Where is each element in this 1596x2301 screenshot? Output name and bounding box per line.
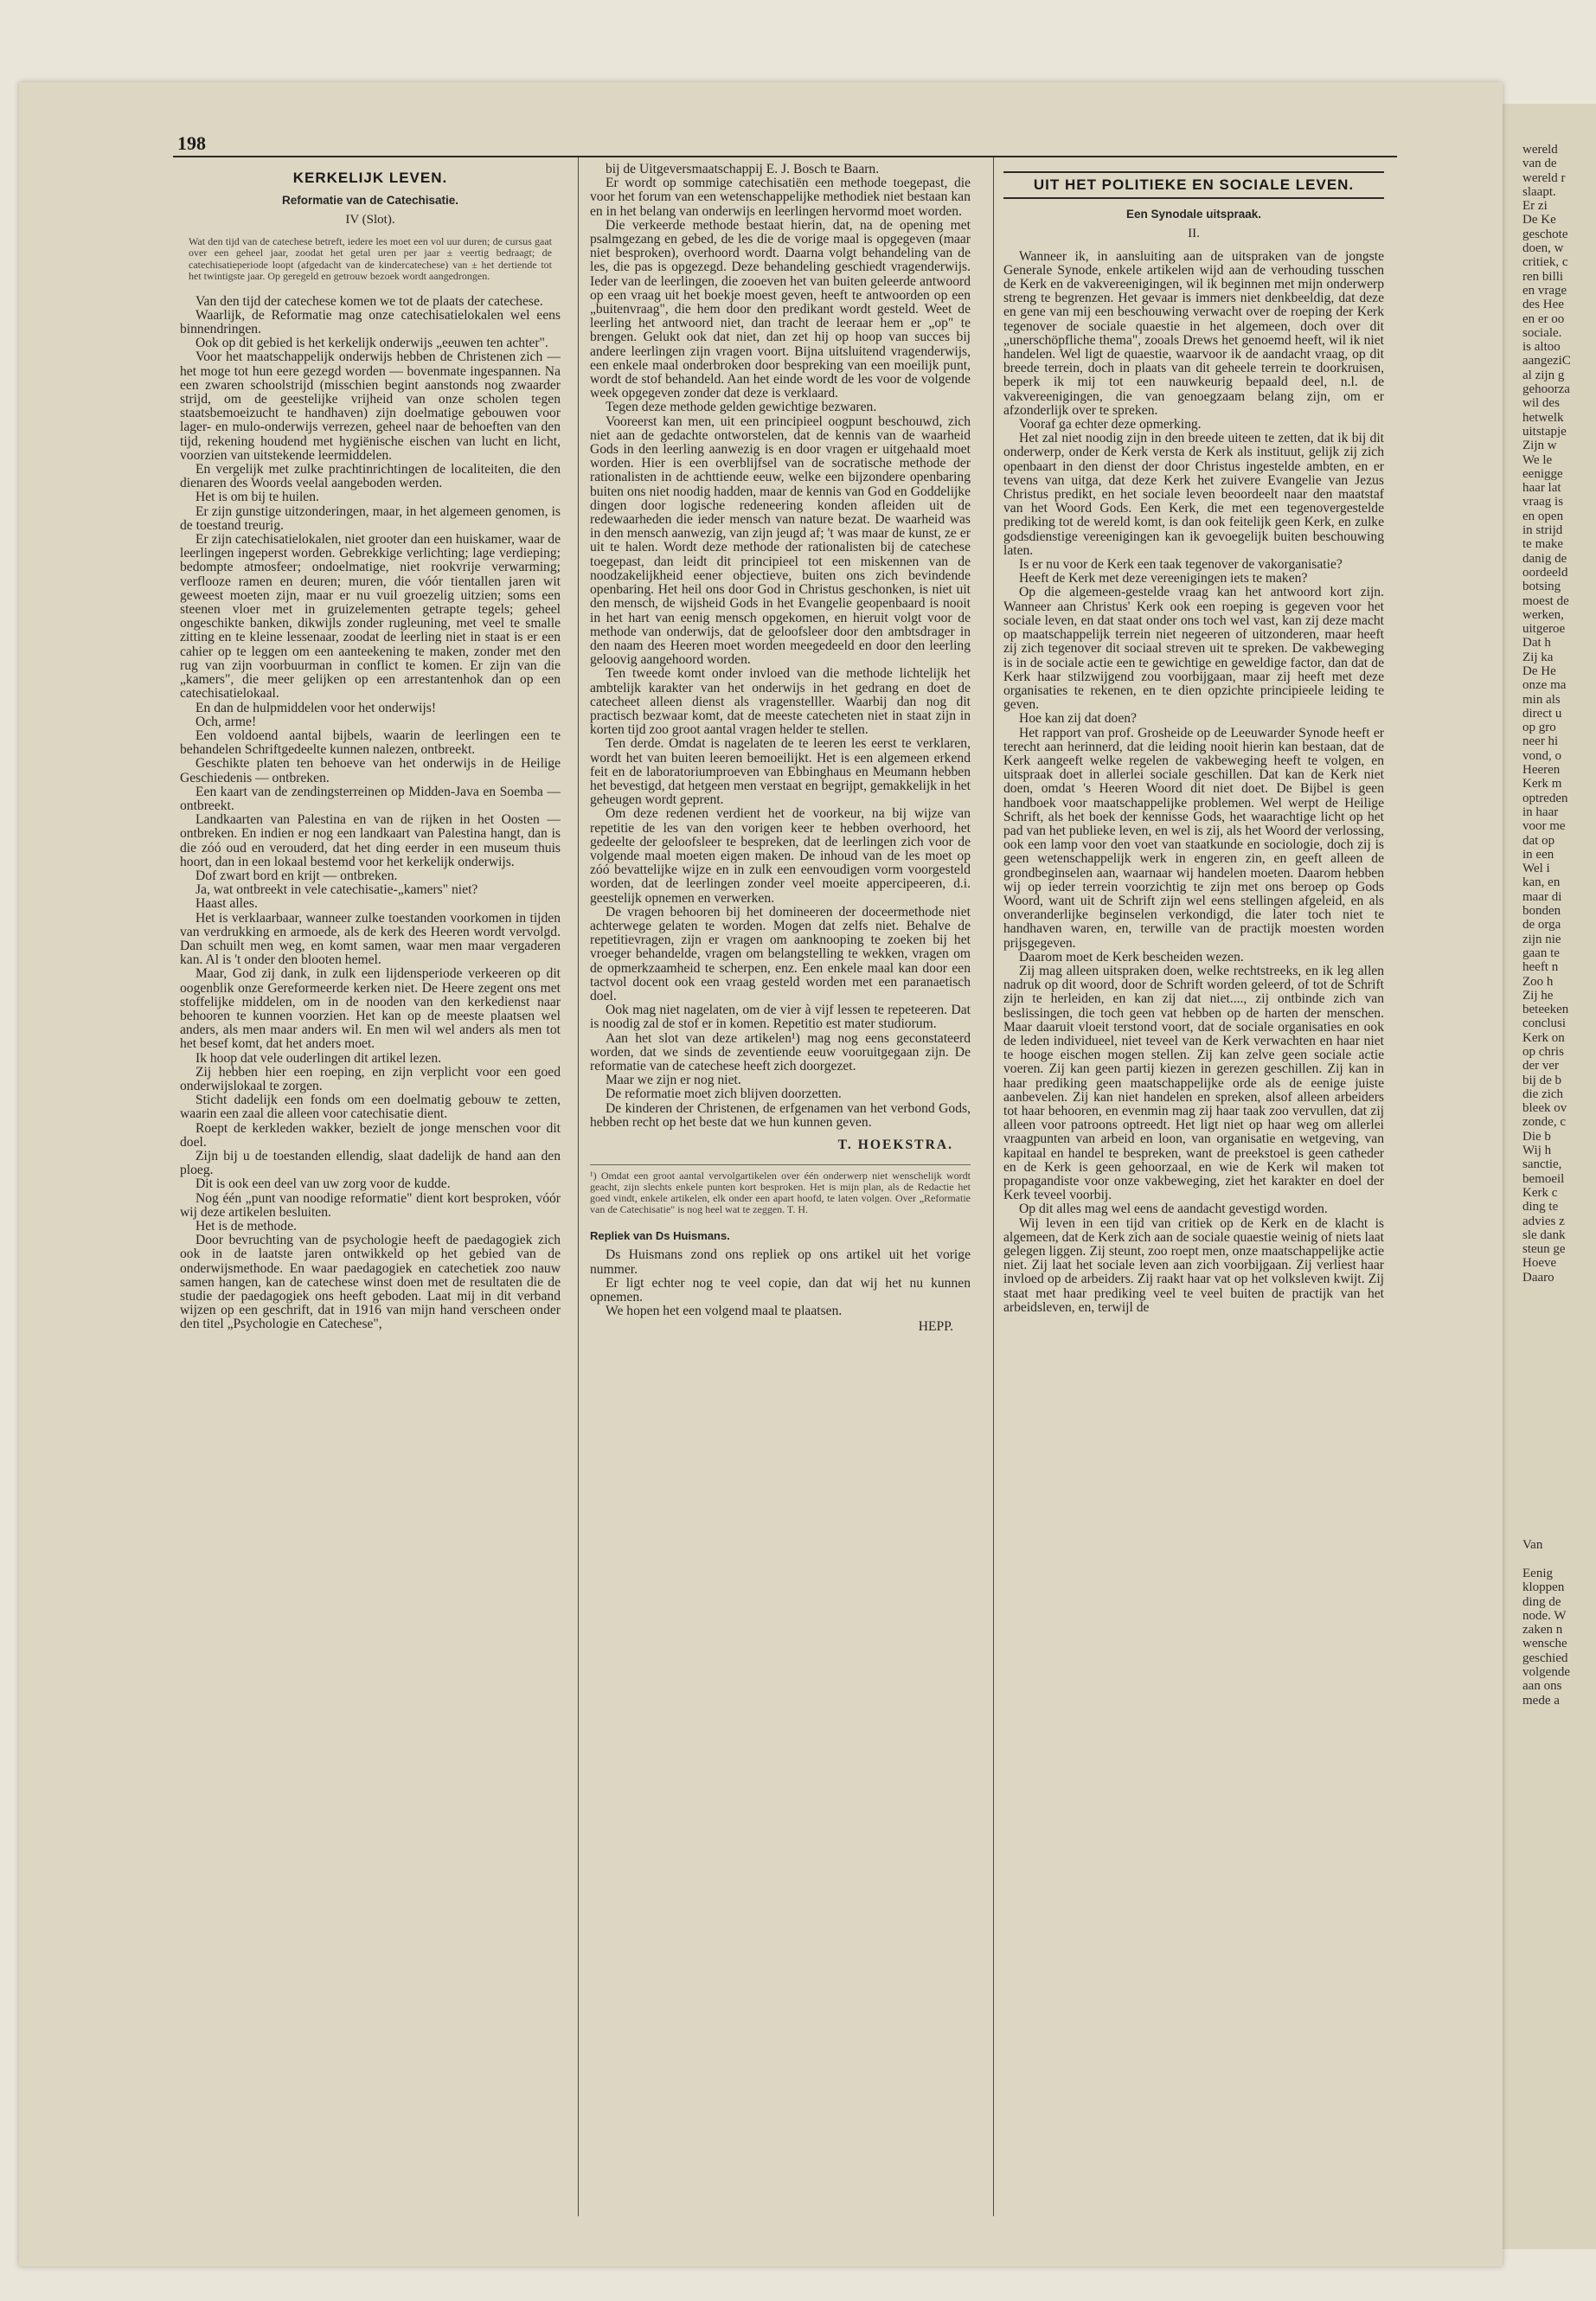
- paragraph: Van den tijd der catechese komen we tot de plaats der catechese.: [195, 293, 543, 309]
- paragraph: Vooreerst kan men, uit een principieel oogpunt beschouwd, zich niet aan de gedachte ontworstelen, dat de kennis van de waarheid Gods in den leerling aanwezig is en door vragen er uitgehaald moet worden. Hier is een overblijfsel van de socratische methode der rationalisten in de achttiende eeuw, welke een bijzondere openbaring buiten ons niet noodig hadden, maar de kennis van God en Goddelijke dingen door logische redeneering konden afleiden uit de redewaarheden die ieder mensch van nature bezat. De waarheid was in den mensch aanwezig, van zijn jeugd af; 't was maar de kunst, ze er uit te halen. Wordt deze methode der rationalisten bij de catechese toegepast, dan leidt dit principieel tot een miskennen van de noodzakelijkheid eener objectieve, buiten ons zich bevindende openbaring. Het heil ons door God in Christus geschonken, is niet uit den mensch, de wijsheid Gods in het Evangelie geopenbaard is nooit in het hart van eenig mensch opgekomen, en hieruit volgt voor de methode van onderwijs, dat de geloofsleer door den ambtsdrager in den naam des Heeren moet worden meegedeeld en door den leerling geloovig aangehoord worden.: [590, 413, 971, 668]
- paragraph: Dit is ook een deel van uw zorg voor de kudde.: [195, 1176, 451, 1192]
- article-part: IV (Slot).: [345, 213, 395, 228]
- paragraph: Ook mag niet nagelaten, om de vier à vijf lessen te repeteeren. Dat is noodig zal de stof er in komen. Repetitio est mater studiorum.: [590, 1003, 971, 1032]
- paragraph: Een kaart van de zendingsterreinen op Midden-Java en Soemba — ontbreekt.: [180, 784, 561, 813]
- paragraph: Haast alles.: [195, 896, 258, 912]
- section-heading: UIT HET POLITIEKE EN SOCIALE LEVEN.: [1003, 171, 1384, 199]
- paragraph: Tegen deze methode gelden gewichtige bezwaren.: [606, 400, 877, 415]
- paragraph: Ten derde. Omdat is nagelaten de te leeren les eerst te verklaren, wordt het van buiten leeren bemoeilijkt. Het is een algemeen erkend feit en de laboratoriumproeven van Ebbinghaus en Meumann hebben het bevestigd, dat hetgeen men verstaat en begrijpt, gemakkelijk in het geheugen wordt geprent.: [590, 736, 971, 808]
- paragraph: Aan het slot van deze artikelen¹) mag nog eens geconstateerd worden, dat we sinds de zeventiende eeuw vooruitgegaan zijn. De reformatie van de catechese heeft zich doorgezet.: [590, 1030, 971, 1074]
- paragraph: Vooraf ga echter deze opmerking.: [1019, 417, 1202, 433]
- paragraph: Ten tweede komt onder invloed van die methode lichtelijk het ambtelijk karakter van het onderwijs in het gedrang en doet de catecheet alleen dienst als vragenstelller. Waarbij dan nog dit practisch bezwaar komt, dat de meeste catecheten niet in staat zijn in korten tijd zoo groot aantal vragen helder te stellen.: [590, 666, 971, 738]
- column-divider: [993, 157, 994, 2216]
- paragraph: Ja, wat ontbreekt in vele catechisatie-„kamers" niet?: [195, 882, 478, 898]
- column-divider: [578, 157, 579, 2216]
- header-rule: [173, 156, 1397, 157]
- intro-note: Wat den tijd van de catechese betreft, iedere les moet een vol uur duren; de cursus gaat over een geheel jaar, zoodat het getal uren per jaar ± veertig bedraagt; de catechisatieperiode loopt (afgedacht van de kindercatechese) van ± het dertiende tot het twintigste jaar. Op geregeld en getrouw bezoek wordt aangedrongen.: [189, 234, 552, 283]
- paragraph: bij de Uitgeversmaatschappij E. J. Bosch te Baarn.: [606, 163, 880, 176]
- paragraph: Het is om bij te huilen.: [195, 490, 319, 505]
- paragraph: Ook op dit gebied is het kerkelijk onderwijs „eeuwen ten achter".: [195, 336, 548, 351]
- article-title: Reformatie van de Catechisatie.: [281, 194, 459, 208]
- paragraph: Zij mag alleen uitspraken doen, welke rechtstreeks, en ik leg allen nadruk op dit woord, door de Schrift worden geleerd, of tot de Schrift zijn te herleiden, en kan zij dat niet...., zij ontbinde zich van beslissingen, die toch geen vat hebben op de harten der menschen. Maar daaruit vloeit terstond voort, dat de sociale organisaties en ook de leden individueel, niet teveel van de Kerk verwachten en haar niet te hooge eischen mogen stellen. Zij kan zelve geen sociale actie voeren. Zij kan geen partij kiezen in gerezen geschillen. Zij kan in haar prediking geen maatschappelijke orde als de eenige juiste aanbevelen. Zij kan niet handelen en spreken, alsof alleen arbeiders tot haar behooren, en evenmin mag zij haar taak zoo vervullen, dat zij alleen voor patroons optreedt. Het ligt niet op haar weg om allerlei vraagpunten van arbeid en loon, van organisatie en wetgeving, van kapitaal en handel te bespreken, want de preekstoel is geen catheder en de Kerk is geen gehoorzaal, en wie de Kerk wil maken tot propagandiste voor onze vakbeweging, ziet het karakter en doel der Kerk teveel voorbij.: [1003, 963, 1384, 1203]
- paragraph: Er zijn catechisatielokalen, niet grooter dan een huiskamer, waar de leerlingen ingeperst worden. Gebrekkige verlichting; lage verdieping; bedompte atmosfeer; ondoelmatige, niet rookvrije verwarming; verflooze ramen en deuren; muren, die vóór tientallen jaren wit geweest moeten zijn, maar er nu vuil groezelig uitzien; soms een steenen vloer met in gruizelementen getrapte tegels; geheel ongeschikte banken, dikwijls zonder rugleuning, met veel te smalle zitting en te kleine lessenaar, zoodat de leerling niet in staat is er een cahier op te leggen om een aanteekening te maken, zonder met den rug van zijn voorbuurman in conflict te komen. Er zijn van die „kamers", die meer gelijken op een arrestantenhok dan op een catechisatielokaal.: [180, 532, 561, 702]
- paragraph: Door bevruchting van de psychologie heeft de paedagogiek zich ook in de laatste jaren ontwikkeld op het gebied van de onderwijsmethode. En waar paedagogiek en catechetiek zoo nauw samen hangen, kan de catechese winst doen met de resultaten die de studie der paedagogiek ons heeft geboden. Laat mij in dit verband wijzen op een geschrift, dat in 1916 van mijn hand verscheen onder den titel „Psychologie en Catechese",: [180, 1233, 561, 1332]
- paragraph: Is er nu voor de Kerk een taak tegenover de vakorganisatie?: [1019, 557, 1343, 573]
- paragraph: Er ligt echter nog te veel copie, dan dat wij het nu kunnen opnemen.: [590, 1275, 971, 1305]
- reply-heading: Repliek van Ds Huismans.: [590, 1229, 730, 1243]
- article-body: [180, 295, 561, 1332]
- paragraph: Het zal niet noodig zijn in den breede uiteen te zetten, dat ik bij dit onderwerp, onder de Kerk versta de Kerk als instituut, gelijk zij zich openbaart in den dienst der door Christus ingestelde ambten, en er tevens van uitga, dat deze Kerk het zuivere Evangelie van Jezus Christus predikt, en het sociale leven beoordeelt naar den maatstaf van het Woord Gods. Een Kerk, die met een tegenovergestelde prediking tot de wereld komt, is dan ook feitelijk geen Kerk, en zulke godsdienstige vereenigingen kan ik gevoegelijk buiten beschouwing laten.: [1003, 431, 1384, 558]
- paragraph: Maar we zijn er nog niet.: [606, 1073, 741, 1088]
- paragraph: Och, arme!: [195, 714, 257, 729]
- paragraph: Ds Huismans zond ons repliek op ons artikel uit het vorige nummer.: [590, 1247, 971, 1277]
- paragraph: Nog één „punt van noodige reformatie" dient kort besproken, vóór wij deze artikelen besluiten.: [180, 1190, 561, 1220]
- paragraph: De reformatie moet zich blijven doorzetten.: [606, 1086, 842, 1102]
- paragraph: Zijn bij u de toestanden ellendig, slaat dadelijk de hand aan den ploeg.: [180, 1149, 561, 1178]
- paragraph: Heeft de Kerk met deze vereenigingen iets te maken?: [1019, 571, 1308, 586]
- paragraph: Sticht dadelijk een fonds om een doelmatig gebouw te zetten, waarin een zaal die alleen voor catechisatie dient.: [180, 1093, 561, 1122]
- paragraph: Het is verklaarbaar, wanneer zulke toestanden voorkomen in tijden van verdrukking en armoede, als de kerk des Heeren wordt vervolgd. Dan schuilt men weg, en komt samen, waar men maar vergaderen kan. Al is 't onder den blooten hemel.: [180, 910, 561, 968]
- page-number: 198: [177, 132, 206, 154]
- paragraph: Om deze redenen verdient het de voorkeur, na bij wijze van repetitie de les van den vorigen keer te hebben overhoord, het gedeelte der geloofsleer te bespreken, dat de leerlingen zich voor de volgende maal moeten eigen maken. De inhoud van de les moet op zóó bevattelijke wijze en in zulk een eenvoudigen vorm voorgesteld worden, dat de leerlingen zonder veel moeite appercipeeren, d.i. geestelijk opnemen en verwerken.: [590, 806, 971, 906]
- paragraph: Daarom moet de Kerk bescheiden wezen.: [1019, 949, 1244, 965]
- reply-signature: HEPP.: [918, 1319, 953, 1335]
- paragraph: Maar, God zij dank, in zulk een lijdensperiode verkeeren op dit oogenblik onze Gereformeerde kerken niet. De Heere zegent ons met stoffelijke middelen, om in de nooden van den kerkedienst naar behooren te kunnen voorzien. Het kan op de meeste plaatsen wel anders, als men maar anders wil. En men wil wel anders als men tot het besef komt, dat het anders moet.: [180, 966, 561, 1052]
- paragraph: En vergelijk met zulke prachtinrichtingen de localiteiten, die den dienaren des Woords veelal aangeboden werden.: [180, 462, 561, 491]
- paragraph: Er zijn gunstige uitzonderingen, maar, in het algemeen genomen, is de toestand treurig.: [180, 503, 561, 533]
- article-part: II.: [1188, 227, 1200, 241]
- paragraph: Voor het maatschappelijk onderwijs hebben de Christenen zich — het moge tot hun eere gezegd worden — bovenmate ingespannen. Na een zwaren schoolstrijd (misschien begint aanstonds nog zwaarder strijd, om de geestelijke vrijheid van onze scholen tegen staatsbemoeizucht te handhaven) zijn doelmatige gebouwen voor lager- en mulo-onderwijs verrezen, geheel naar de behoeften van den tijd, rekening houdend met hygiënische eischen van lucht en licht, voorzien van uitstekende leermiddelen.: [180, 349, 561, 463]
- paragraph: Roept de kerkleden wakker, bezielt de jonge menschen voor dit doel.: [180, 1120, 561, 1150]
- paragraph: Geschikte platen ten behoeve van het onderwijs in de Heilige Geschiedenis — ontbreken.: [180, 756, 561, 785]
- author-signature: T. HOEKSTRA.: [837, 1138, 953, 1153]
- paragraph: Hoe kan zij dat doen?: [1019, 711, 1137, 727]
- paragraph: Landkaarten van Palestina en van de rijken in het Oosten — ontbreken. En indien er nog een landkaart van Palestina hangt, dan is die zóó oud en verouderd, dat het ding eerder in een museum thuis hoort, dan in een lokaal bestemd voor het kerkelijk onderwijs.: [180, 812, 561, 869]
- column-kerkelijk-leven: [180, 163, 561, 2239]
- article-body: [590, 163, 971, 1130]
- paragraph: De kinderen der Christenen, de erfgenamen van het verbond Gods, hebben recht op het beste dat we hun kunnen geven.: [590, 1100, 971, 1130]
- paragraph: Zij hebben hier een roeping, en zijn verplicht voor een goed onderwijslokaal te zorgen.: [180, 1064, 561, 1093]
- paragraph: Een voldoend aantal bijbels, waarin de leerlingen een te behandelen Schriftgedeelte kunnen nalezen, ontbreekt.: [180, 727, 561, 758]
- article-title: Een Synodale uitspraak.: [1125, 208, 1262, 221]
- paragraph: Wij leven in een tijd van critiek op de Kerk en de klacht is algemeen, dat de Kerk zich aan de sociale quaestie weinig of niets laat gelegen liggen. Zij steunt, zoo roept men, onze maatschappelijke actie niet. Zij laat het sociale leven aan zich voorbijgaan. Zij verliest haar invloed op de arbeiders. Zij raakt haar vat op het volksleven kwijt. Zij staat met haar prediking veel te veel buiten de practijk van het arbeidsleven, en, terwijl de: [1003, 1215, 1384, 1315]
- paragraph: We hopen het een volgend maal te plaatsen.: [606, 1304, 843, 1319]
- paragraph: Die verkeerde methode bestaat hierin, dat, na de opening met psalmgezang en gebed, de les die de vorige maal is opgegeven (maar niet besproken), overhoord wordt. Daarna volgt behandeling van de les, die pas is opgezegd. Deze behandeling geschiedt vragenderwijs. Ieder van de leerlingen, die zooeven het van buiten geleerde antwoord op een vraag uit het boekje moest geven, heeft te antwoorden op een „buitenvraag", die hem door den predikant wordt gesteld. Weet de leerling het antwoord niet, dan tracht de leeraar hem er „op" te brengen. Gelukt ook dat niet, dan zet hij op hoop van succes bij andere leerlingen zijn vragen voort. Bijna uitsluitend vragenderwijs, een enkele maal onderbroken door bespreking van een moeilijk punt, wordt de stof behandeld. Aan het einde wordt de les voor de volgende week opgegeven zonder dat deze is verklaard.: [590, 217, 971, 401]
- paragraph: En dan de hulpmiddelen voor het onderwijs!: [195, 700, 437, 715]
- paragraph: Dof zwart bord en krijt — ontbreken.: [195, 868, 398, 883]
- article-body: [1003, 250, 1384, 1315]
- column-politieke-sociale-leven: [1003, 163, 1384, 2239]
- paragraph: Op die algemeen-gestelde vraag kan het antwoord kort zijn. Wanneer aan Christus' Kerk ook een roeping is gegeven voor het sociale leven, en dat staat onder ons toch wel vast, kan zij deze macht op maatschappelijk terrein niet negeeren of uitzonderen, maar heeft zij zich tegenover dit sociaal streven uit te spreken. De vakbeweging is in de sociale actie een te gewichtige en geweldige factor, dan dat de Kerk haar stilzwijgend zou voorbijgaan, maar zij heeft met deze organisaties te rekenen, en te dien opzichte principieele leiding te geven.: [1003, 585, 1384, 713]
- paragraph: Ik hoop dat vele ouderlingen dit artikel lezen.: [195, 1050, 442, 1066]
- paragraph: Op dit alles mag wel eens de aandacht gevestigd worden.: [1019, 1202, 1328, 1217]
- paragraph: Waarlijk, de Reformatie mag onze catechisatielokalen wel eens binnendringen.: [180, 307, 561, 337]
- footnote: ¹) Omdat een groot aantal vervolgartikelen over één onderwerp niet wenschelijk wordt geacht, zijn slechts enkele punten kort besproken. Het is mijn plan, als de Redactie het goed vindt, enkele artikelen, elk onder een apart hoofd, te laten volgen. Over „Reformatie van de Catechisatie" is nog heel wat te zeggen. T. H.: [590, 1164, 971, 1215]
- reply-body: [590, 1248, 971, 1318]
- paragraph: Er wordt op sommige catechisatiën een methode toegepast, die voor het forum van een wetenschappelijke methodiek niet bestaan kan en in het belang van onderwijs en leerlingen hervormd moet worden.: [590, 176, 971, 219]
- paragraph: De vragen behooren bij het domineeren der doceermethode niet achterwege gelaten te worden. Mogen dat zelfs niet. Behalve de repetitievragen, zijn er vragen om aanknooping te zoeken bij het vroeger behandelde, vragen om belangstelling te wekken, vragen om de opmerkzaamheid te scherpen, enz. Een enkele maal kan door een tactvol docent ook een vraag gesteld worden met een paranaetisch doel.: [590, 904, 971, 1003]
- paragraph: Wanneer ik, in aansluiting aan de uitspraken van de jongste Generale Synode, enkele artikelen wijd aan de verhouding tusschen de Kerk en de vakvereenigingen, wil ik beginnen met mijn onderwerp streng te begrenzen. Het gevaar is immers niet denkbeeldig, dat deze en gene van mij een beschouwing verwacht over de roeping der Kerk tegenover de sociale quaestie in het algemeen, doch over dit „unerschöpfliche thema", zooals Drews het genoemd heeft, wil ik niet handelen. Wel ligt de quaestie, waarvoor ik de aandacht vraag, op dit breede terrein, doch in plaats van dit geheele terrein te doorkruisen, beperk ik mij tot een nauwkeurig bepaald deel, n.l. de vakvereenigingen, die van genoegzaam belang zijn, om er afzonderlijk over te spreken.: [1003, 248, 1384, 418]
- paragraph: Het is de methode.: [195, 1219, 297, 1234]
- adjacent-page-text: wereld van de wereld r slaapt. Er zi De Ke geschote doen, w critiek, c ren billi en vrage des Hee en er oo sociale. is altoo aangeziC al zijn g gehoorza wil des hetwelk uitstapje Zijn w We le eenigge haar lat vraag is en open in strijd te make danig de oordeeld botsing moest de werken, uitgeroe Dat h Zij ka De He onze ma min als direct u op gro neer hi vond, o Heeren Kerk m optreden in haar voor me dat op in een Wel i kan, en maar di bonden de orga zijn nie gaan te heeft n Zoo h Zij he beteeken conclusi Kerk on op chris der ver bij de b die zich bleek ov zonde, c Die b Wij h sanctie, bemoeil Kerk c ding te advies z sle dank steun ge Hoeve Daaro Van Eenig kloppen ding de node. W zaken n wensche geschied volgende aan ons mede a: [1522, 143, 1571, 1708]
- paragraph: Het rapport van prof. Grosheide op de Leeuwarder Synode heeft er terecht aan herinnerd, dat die leiding nooit hierin kan bestaan, dat de Kerk aangeeft welke regelen de vakbeweging heeft te volgen, en uitspraak doet in allerlei sociale geschillen. Dat kan de Kerk niet doen, omdat 's Heeren Woord dit niet doet. De Bijbel is geen handboek voor maatschappelijke problemen. Wel werpt de Heilige Schrift, als het boek der kennisse Gods, het waarachtige licht op het pad van het publieke leven, en wel is zij, als het Woord der verlossing, ook een lamp voor den voet van staatkunde en sociologie, doch zij is geen wetenschappelijk werk in engeren zin, en geeft alleen de grondbeginselen aan, waarnaar wij handelen moeten. Daarom hebben wij op ieder terrein voorzichtig te zijn met ons beroep op Gods Woord, want uit de Schrift zijn wel eens stellingen afgeleid, en als onveranderlijke beginselen verkondigd, die later toch niet te handhaven waren, en, terwille van de practijk moesten worden prijsgegeven.: [1003, 725, 1384, 951]
- column-continuation: [590, 163, 971, 2239]
- section-heading: KERKELIJK LEVEN.: [292, 170, 448, 186]
